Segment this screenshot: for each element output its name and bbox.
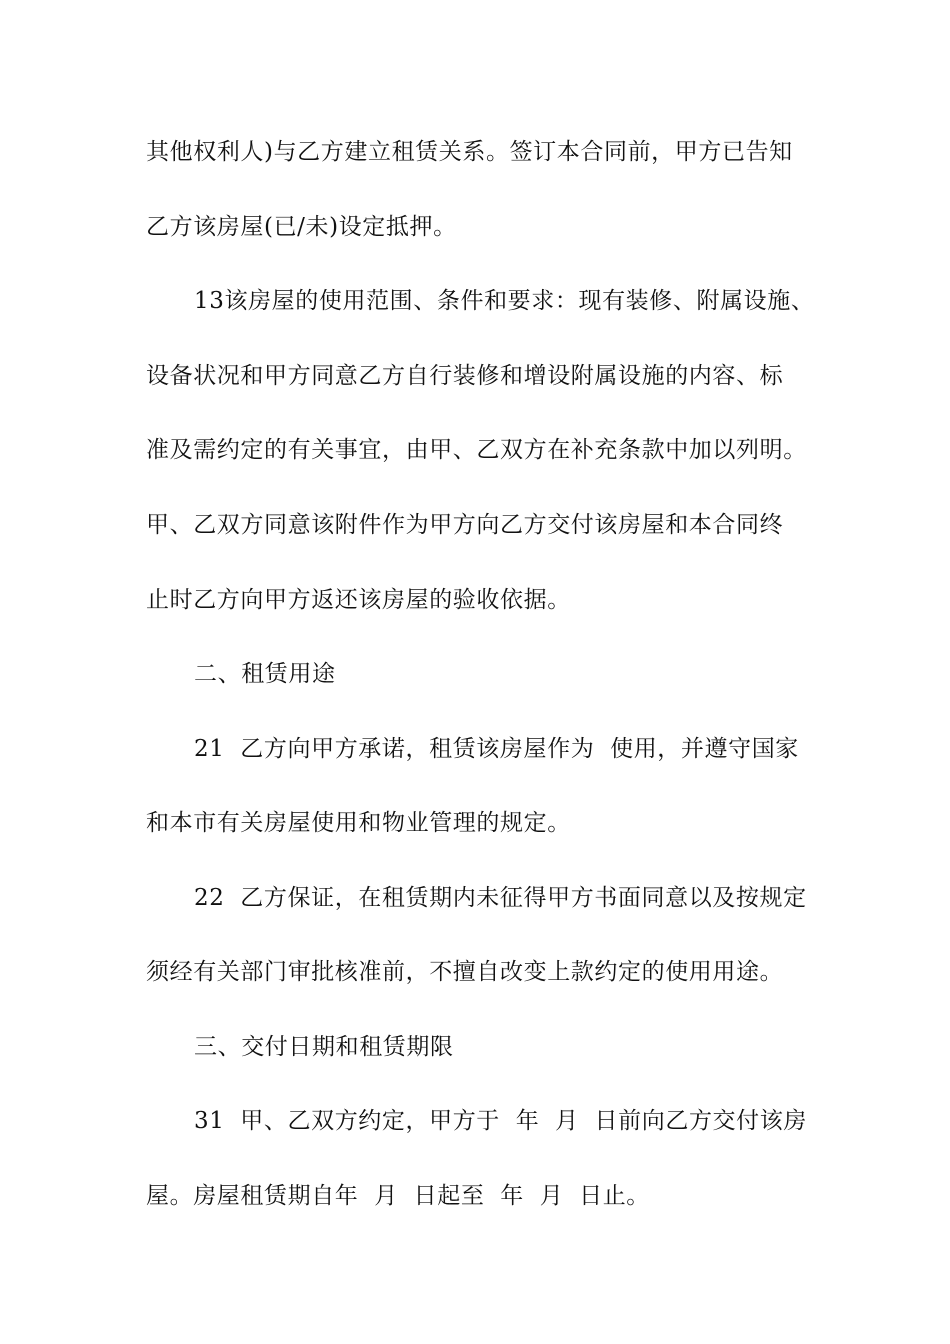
text-line-10: 和本市有关房屋使用和物业管理的规定。: [146, 810, 571, 836]
text-line-14: 31 甲、乙双方约定，甲方于 年 月 日前向乙方交付该房: [194, 1108, 807, 1134]
text-line-1: 其他权利人)与乙方建立租赁关系。签订本合同前，甲方已告知: [146, 139, 793, 165]
text-line-5: 准及需约定的有关事宜，由甲、乙双方在补充条款中加以列明。: [146, 437, 807, 463]
section-heading-2: 二、租赁用途: [194, 661, 336, 687]
text-line-6: 甲、乙双方同意该附件作为甲方向乙方交付该房屋和本合同终: [146, 512, 784, 538]
text-line-15: 屋。房屋租赁期自年 月 日起至 年 月 日止。: [146, 1183, 650, 1209]
section-heading-3: 三、交付日期和租赁期限: [194, 1034, 454, 1060]
text-line-4: 设备状况和甲方同意乙方自行装修和增设附属设施的内容、标: [146, 363, 784, 389]
text-line-12: 须经有关部门审批核准前，不擅自改变上款约定的使用用途。: [146, 959, 784, 985]
text-line-2: 乙方该房屋(已/未)设定抵押。: [146, 214, 457, 240]
text-line-9: 21 乙方向甲方承诺，租赁该房屋作为 使用，并遵守国家: [194, 736, 799, 762]
text-line-11: 22 乙方保证，在租赁期内未征得甲方书面同意以及按规定: [194, 885, 807, 911]
text-line-7: 止时乙方向甲方返还该房屋的验收依据。: [146, 587, 571, 613]
text-line-3: 13该房屋的使用范围、条件和要求：现有装修、附属设施、: [194, 288, 815, 314]
